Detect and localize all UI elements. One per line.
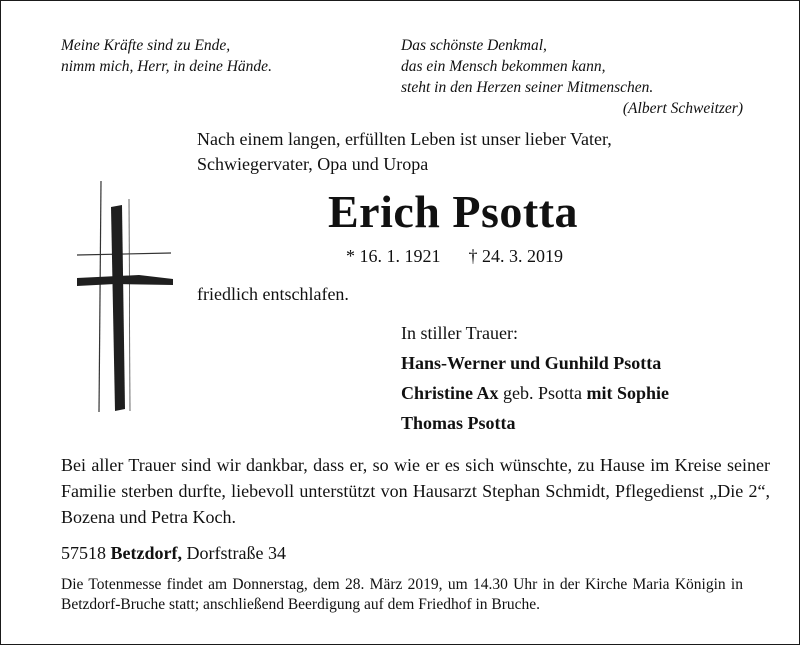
death-date: † 24. 3. 2019 xyxy=(468,246,563,266)
funeral-mass-info: Die Totenmesse findet am Donnerstag, dem 28. März 2019, um 14.30 Uhr in der Kirche Maria Königin in Betzdorf-Bruche statt; anschließend Beerdigung auf dem Friedhof in Bruche. xyxy=(61,576,743,613)
verse-left-line: Meine Kräfte sind zu Ende, xyxy=(61,37,231,54)
mourner-line: Hans-Werner und Gunhild Psotta xyxy=(401,353,662,373)
verse-left xyxy=(61,35,272,77)
verse-right-line: das ein Mensch bekommen kann, xyxy=(401,58,606,75)
birth-date: * 16. 1. 1921 xyxy=(346,246,441,266)
address-zip: 57518 xyxy=(61,543,111,563)
intro-text xyxy=(197,127,612,177)
verse-left-line: nimm mich, Herr, in deine Hände. xyxy=(61,58,272,75)
thanks-paragraph: Bei aller Trauer sind wir dankbar, dass er, so wie er es sich wünschte, zu Hause im Kreise seiner Familie sterben durfte, liebevoll unterstützt von Hausarzt Stephan Schmidt, Pflegedienst „Die 2“, Bozena und Petra Koch. xyxy=(61,455,770,527)
mourner-line: Thomas Psotta xyxy=(401,413,516,433)
family-address xyxy=(61,540,286,566)
mourner-name: Christine Ax xyxy=(401,383,499,403)
address-street: Dorfstraße 34 xyxy=(181,543,286,563)
passed-text: friedlich entschlafen. xyxy=(197,284,349,304)
life-dates xyxy=(346,244,563,268)
mourners-heading: In stiller Trauer: xyxy=(401,323,518,343)
intro-line: Nach einem langen, erfüllten Leben ist unser lieber Vater, xyxy=(197,129,612,149)
cross-icon xyxy=(75,179,175,414)
verse-right-line: steht in den Herzen seiner Mitmenschen. xyxy=(401,79,654,96)
mourners-block xyxy=(401,318,669,438)
verse-right-line: Das schönste Denkmal, xyxy=(401,37,547,54)
intro-line: Schwiegervater, Opa und Uropa xyxy=(197,154,429,174)
mourner-maiden-name: geb. Psotta xyxy=(498,383,587,403)
verse-attribution: (Albert Schweitzer) xyxy=(622,100,743,117)
mourner-line xyxy=(401,378,669,408)
address-city: Betzdorf, xyxy=(110,543,182,563)
mourner-name: mit Sophie xyxy=(586,383,670,403)
deceased-name: Erich Psotta xyxy=(328,186,579,237)
verse-right xyxy=(401,35,743,119)
